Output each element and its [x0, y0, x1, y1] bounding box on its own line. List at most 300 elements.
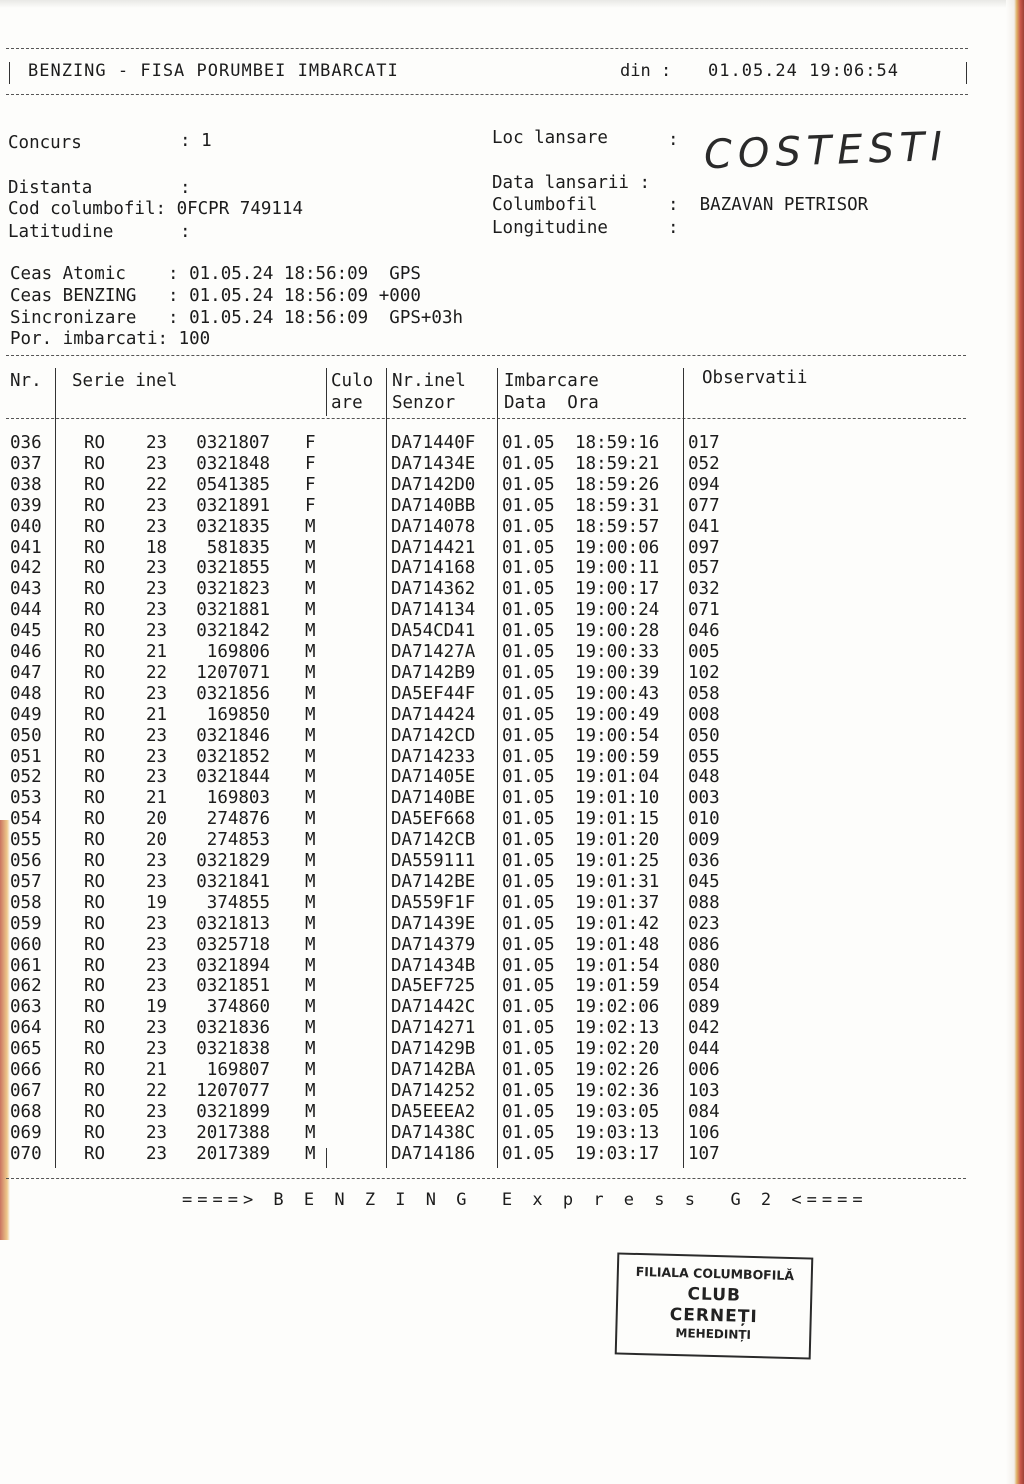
row-nr: 062	[10, 976, 42, 997]
row-serie: 274853	[206, 830, 270, 851]
row-country: RO	[84, 474, 106, 495]
row-time: 19:00:24	[575, 600, 660, 621]
row-time: 19:00:33	[575, 642, 660, 662]
row-country: RO	[84, 1039, 106, 1060]
row-date: 01.05	[502, 558, 555, 579]
row-sensor: DA5EF44F	[391, 683, 476, 704]
row-obs: 010	[688, 809, 720, 830]
row-time: 19:02:20	[575, 1039, 660, 1060]
row-nr: 056	[10, 851, 42, 871]
row-obs: 103	[688, 1080, 720, 1101]
row-sensor: DA7140BB	[391, 495, 476, 516]
loc-lansare-colon: :	[668, 130, 679, 150]
table-row	[0, 558, 1000, 579]
row-sensor: DA714421	[391, 537, 476, 558]
row-obs: 077	[688, 495, 720, 516]
row-country: RO	[84, 976, 106, 997]
row-obs: 046	[688, 621, 720, 642]
row-date: 01.05	[502, 830, 555, 851]
row-sex: M	[305, 558, 316, 579]
row-date: 01.05	[502, 537, 555, 558]
row-nr: 044	[10, 600, 42, 621]
row-year: 23	[146, 495, 168, 516]
row-nr: 052	[10, 767, 42, 788]
table-row	[0, 600, 1000, 621]
row-time: 19:01:15	[575, 809, 660, 830]
stamp-line-2: CLUB	[687, 1284, 742, 1306]
row-year: 23	[146, 976, 168, 997]
row-time: 19:00:59	[575, 746, 660, 767]
row-time: 19:02:13	[575, 1018, 660, 1039]
row-nr: 038	[10, 474, 42, 495]
row-time: 18:59:31	[575, 495, 660, 516]
stamp-line-4: MEHEDINȚI	[675, 1326, 752, 1342]
row-nr: 039	[10, 495, 42, 516]
row-sensor: DA5EF668	[391, 809, 476, 830]
row-time: 19:00:43	[575, 683, 660, 704]
table-row	[0, 851, 1000, 872]
row-date: 01.05	[502, 725, 555, 746]
longitudine-colon: :	[668, 218, 679, 238]
row-sensor: DA714233	[391, 746, 476, 767]
row-year: 23	[146, 600, 168, 621]
row-time: 19:01:31	[575, 871, 660, 892]
row-nr: 063	[10, 997, 42, 1018]
row-time: 19:01:37	[575, 892, 660, 913]
row-time: 19:01:10	[575, 788, 660, 809]
row-time: 19:02:06	[575, 997, 660, 1018]
row-time: 19:00:28	[575, 621, 660, 642]
row-date: 01.05	[502, 809, 555, 830]
data-lansarii-label: Data lansarii :	[492, 173, 651, 193]
row-sensor: DA714379	[391, 934, 476, 955]
table-border-bottom	[6, 1178, 966, 1179]
row-serie: 0321841	[196, 871, 270, 892]
loc-lansare-handwritten: COSTESTI	[703, 123, 949, 179]
row-nr: 036	[10, 433, 42, 453]
row-date: 01.05	[502, 642, 555, 662]
row-country: RO	[84, 600, 106, 621]
header-border-left	[9, 62, 10, 84]
row-nr: 069	[10, 1122, 42, 1143]
row-serie: 169807	[206, 1060, 270, 1080]
row-year: 23	[146, 1018, 168, 1039]
row-serie: 0321844	[196, 767, 270, 788]
row-sex: M	[305, 997, 316, 1018]
row-country: RO	[84, 683, 106, 704]
porumbei-imbarcati: Por. imbarcati: 100	[10, 329, 211, 349]
row-time: 19:01:25	[575, 851, 660, 871]
row-sex: M	[305, 851, 316, 871]
row-time: 19:03:05	[575, 1101, 660, 1122]
row-nr: 061	[10, 955, 42, 976]
latitudine-colon: :	[180, 222, 191, 242]
table-row	[0, 935, 1000, 956]
row-sex: M	[305, 767, 316, 788]
row-obs: 054	[688, 976, 720, 997]
row-year: 23	[146, 433, 168, 453]
table-row	[0, 496, 1000, 517]
row-date: 01.05	[502, 453, 555, 474]
report-din-label: din :	[620, 61, 672, 81]
row-sex: M	[305, 788, 316, 809]
row-country: RO	[84, 453, 106, 474]
row-country: RO	[84, 579, 106, 600]
row-serie: 274876	[206, 809, 270, 830]
row-date: 01.05	[502, 1101, 555, 1122]
table-row	[0, 1102, 1000, 1123]
row-time: 18:59:57	[575, 516, 660, 537]
row-time: 19:01:59	[575, 976, 660, 997]
row-year: 21	[146, 642, 168, 662]
row-year: 23	[146, 955, 168, 976]
distanta-label: Distanta	[8, 178, 93, 198]
row-country: RO	[84, 955, 106, 976]
row-sex: M	[305, 892, 316, 913]
paper-top-shadow	[0, 0, 1024, 8]
row-nr: 047	[10, 662, 42, 683]
row-obs: 084	[688, 1101, 720, 1122]
row-country: RO	[84, 621, 106, 642]
row-sensor: DA7142BA	[391, 1060, 476, 1080]
row-sex: F	[305, 433, 316, 453]
row-nr: 060	[10, 934, 42, 955]
table-row	[0, 726, 1000, 747]
row-sensor: DA714424	[391, 704, 476, 725]
report-title: BENZING - FISA PORUMBEI IMBARCATI	[28, 61, 399, 81]
row-serie: 2017388	[196, 1122, 270, 1143]
row-serie: 169806	[206, 642, 270, 662]
row-year: 23	[146, 767, 168, 788]
row-country: RO	[84, 1101, 106, 1122]
row-country: RO	[84, 746, 106, 767]
row-sensor: DA7142CD	[391, 725, 476, 746]
row-serie: 2017389	[196, 1143, 270, 1164]
row-serie: 0321852	[196, 746, 270, 767]
row-sex: M	[305, 1039, 316, 1060]
table-row	[0, 747, 1000, 768]
row-date: 01.05	[502, 495, 555, 516]
row-sex: M	[305, 955, 316, 976]
table-row	[0, 809, 1000, 830]
row-country: RO	[84, 830, 106, 851]
row-nr: 067	[10, 1080, 42, 1101]
table-row	[0, 788, 1000, 809]
row-sensor: DA714362	[391, 579, 476, 600]
row-obs: 089	[688, 997, 720, 1018]
row-country: RO	[84, 851, 106, 871]
row-year: 23	[146, 453, 168, 474]
row-serie: 0321823	[196, 579, 270, 600]
row-serie: 169850	[206, 704, 270, 725]
row-date: 01.05	[502, 1018, 555, 1039]
col-culoare-2: are	[331, 393, 363, 413]
row-date: 01.05	[502, 871, 555, 892]
row-year: 23	[146, 725, 168, 746]
row-sensor: DA7142BE	[391, 871, 476, 892]
row-time: 19:01:42	[575, 913, 660, 934]
row-serie: 581835	[206, 537, 270, 558]
row-year: 23	[146, 558, 168, 579]
row-sensor: DA71440F	[391, 433, 476, 453]
row-time: 19:00:17	[575, 579, 660, 600]
row-sensor: DA7142D0	[391, 474, 476, 495]
row-year: 23	[146, 1143, 168, 1164]
row-sex: F	[305, 453, 316, 474]
row-sex: M	[305, 1018, 316, 1039]
table-row	[0, 956, 1000, 977]
row-date: 01.05	[502, 955, 555, 976]
row-country: RO	[84, 642, 106, 662]
row-obs: 041	[688, 516, 720, 537]
sep-culoare-head	[326, 368, 327, 416]
table-row	[0, 767, 1000, 788]
row-time: 18:59:21	[575, 453, 660, 474]
header-border-bottom	[6, 94, 968, 95]
row-serie: 0321807	[196, 433, 270, 453]
row-sensor: DA714271	[391, 1018, 476, 1039]
row-time: 19:03:17	[575, 1143, 660, 1164]
row-year: 23	[146, 913, 168, 934]
ceas-atomic: Ceas Atomic : 01.05.24 18:56:09 GPS	[10, 264, 421, 284]
row-sex: M	[305, 516, 316, 537]
row-sensor: DA71442C	[391, 997, 476, 1018]
row-nr: 070	[10, 1143, 42, 1164]
header-border-right	[966, 62, 967, 84]
row-country: RO	[84, 704, 106, 725]
row-country: RO	[84, 495, 106, 516]
row-year: 21	[146, 1060, 168, 1080]
row-date: 01.05	[502, 1122, 555, 1143]
row-time: 19:02:36	[575, 1080, 660, 1101]
row-obs: 005	[688, 642, 720, 662]
row-country: RO	[84, 433, 106, 453]
distanta-colon: :	[180, 178, 191, 198]
row-country: RO	[84, 1060, 106, 1080]
row-obs: 102	[688, 662, 720, 683]
row-year: 20	[146, 830, 168, 851]
columbofil-label: Columbofil	[492, 195, 598, 215]
row-country: RO	[84, 662, 106, 683]
row-country: RO	[84, 767, 106, 788]
row-obs: 052	[688, 453, 720, 474]
row-serie: 0325718	[196, 934, 270, 955]
row-year: 23	[146, 1039, 168, 1060]
row-sensor: DA559111	[391, 851, 476, 871]
table-header-divider	[6, 418, 966, 419]
row-serie: 0321836	[196, 1018, 270, 1039]
table-row	[0, 475, 1000, 496]
row-nr: 042	[10, 558, 42, 579]
row-country: RO	[84, 788, 106, 809]
row-obs: 017	[688, 433, 720, 453]
row-date: 01.05	[502, 516, 555, 537]
row-serie: 0321856	[196, 683, 270, 704]
row-sensor: DA714186	[391, 1143, 476, 1164]
col-observatii: Observatii	[702, 368, 808, 388]
table-row	[0, 705, 1000, 726]
table-row	[0, 684, 1000, 705]
row-time: 19:00:49	[575, 704, 660, 725]
row-sensor: DA71434B	[391, 955, 476, 976]
concurs-label: Concurs	[8, 133, 82, 153]
row-nr: 049	[10, 704, 42, 725]
ceas-benzing: Ceas BENZING : 01.05.24 18:56:09 +000	[10, 286, 421, 306]
row-obs: 097	[688, 537, 720, 558]
row-obs: 006	[688, 1060, 720, 1080]
row-sensor: DA714134	[391, 600, 476, 621]
row-year: 23	[146, 516, 168, 537]
row-year: 22	[146, 662, 168, 683]
row-sensor: DA7142CB	[391, 830, 476, 851]
row-obs: 107	[688, 1143, 720, 1164]
row-nr: 068	[10, 1101, 42, 1122]
table-row	[0, 893, 1000, 914]
row-nr: 066	[10, 1060, 42, 1080]
row-sensor: DA714252	[391, 1080, 476, 1101]
row-sex: M	[305, 1080, 316, 1101]
row-date: 01.05	[502, 997, 555, 1018]
row-country: RO	[84, 725, 106, 746]
row-date: 01.05	[502, 704, 555, 725]
row-obs: 045	[688, 871, 720, 892]
row-year: 21	[146, 788, 168, 809]
paper-right-edge	[1006, 0, 1024, 1484]
header-border-top	[6, 48, 968, 49]
row-sensor: DA5EF725	[391, 976, 476, 997]
table-row	[0, 976, 1000, 997]
table-row	[0, 1039, 1000, 1060]
row-nr: 064	[10, 1018, 42, 1039]
latitudine-label: Latitudine	[8, 222, 114, 242]
row-nr: 055	[10, 830, 42, 851]
row-date: 01.05	[502, 1080, 555, 1101]
row-nr: 037	[10, 453, 42, 474]
row-time: 19:00:11	[575, 558, 660, 579]
row-time: 19:00:06	[575, 537, 660, 558]
row-time: 19:01:54	[575, 955, 660, 976]
row-sensor: DA71434E	[391, 453, 476, 474]
row-country: RO	[84, 892, 106, 913]
row-date: 01.05	[502, 1143, 555, 1164]
row-obs: 009	[688, 830, 720, 851]
row-year: 23	[146, 934, 168, 955]
row-serie: 0321899	[196, 1101, 270, 1122]
row-country: RO	[84, 997, 106, 1018]
row-year: 23	[146, 746, 168, 767]
row-nr: 045	[10, 621, 42, 642]
row-serie: 0321881	[196, 600, 270, 621]
row-nr: 040	[10, 516, 42, 537]
loc-lansare-label: Loc lansare	[492, 128, 608, 148]
row-country: RO	[84, 1080, 106, 1101]
row-serie: 0321891	[196, 495, 270, 516]
row-sex: M	[305, 537, 316, 558]
row-nr: 053	[10, 788, 42, 809]
row-time: 19:00:54	[575, 725, 660, 746]
row-time: 19:02:26	[575, 1060, 660, 1080]
row-year: 20	[146, 809, 168, 830]
row-sensor: DA71405E	[391, 767, 476, 788]
row-year: 23	[146, 851, 168, 871]
sincronizare: Sincronizare : 01.05.24 18:56:09 GPS+03h	[10, 308, 464, 328]
row-obs: 032	[688, 579, 720, 600]
table-row	[0, 1081, 1000, 1102]
row-sex: M	[305, 600, 316, 621]
col-nr-inel-1: Nr.inel	[392, 371, 466, 391]
row-country: RO	[84, 1122, 106, 1143]
row-country: RO	[84, 516, 106, 537]
columbofil-value: : BAZAVAN PETRISOR	[668, 195, 869, 215]
row-obs: 003	[688, 788, 720, 809]
row-sensor: DA559F1F	[391, 892, 476, 913]
row-obs: 057	[688, 558, 720, 579]
row-obs: 044	[688, 1039, 720, 1060]
row-country: RO	[84, 934, 106, 955]
row-date: 01.05	[502, 433, 555, 453]
row-sex: M	[305, 579, 316, 600]
row-year: 22	[146, 474, 168, 495]
row-nr: 054	[10, 809, 42, 830]
row-sex: M	[305, 642, 316, 662]
row-serie: 0541385	[196, 474, 270, 495]
table-row	[0, 1144, 1000, 1165]
row-date: 01.05	[502, 1039, 555, 1060]
table-row	[0, 433, 1000, 454]
row-sex: M	[305, 704, 316, 725]
row-sensor: DA714168	[391, 558, 476, 579]
row-obs: 008	[688, 704, 720, 725]
table-row	[0, 454, 1000, 475]
row-serie: 0321838	[196, 1039, 270, 1060]
footer-brand: ====> B E N Z I N G E x p r e s s G 2 <====	[182, 1190, 868, 1210]
row-year: 22	[146, 1080, 168, 1101]
table-row	[0, 579, 1000, 600]
row-sensor: DA71427A	[391, 642, 476, 662]
row-sex: M	[305, 809, 316, 830]
row-sex: F	[305, 474, 316, 495]
col-imbarcare-2: Data Ora	[504, 393, 599, 413]
row-serie: 374855	[206, 892, 270, 913]
row-sensor: DA5EEEA2	[391, 1101, 476, 1122]
row-sensor: DA714078	[391, 516, 476, 537]
col-culoare-1: Culo	[331, 371, 374, 391]
row-sensor: DA71438C	[391, 1122, 476, 1143]
row-sex: F	[305, 495, 316, 516]
table-row	[0, 517, 1000, 538]
row-nr: 057	[10, 871, 42, 892]
row-serie: 0321855	[196, 558, 270, 579]
row-sex: M	[305, 976, 316, 997]
row-time: 19:03:13	[575, 1122, 660, 1143]
row-sex: M	[305, 934, 316, 955]
row-country: RO	[84, 809, 106, 830]
row-nr: 059	[10, 913, 42, 934]
row-time: 18:59:26	[575, 474, 660, 495]
table-row	[0, 1123, 1000, 1144]
row-year: 23	[146, 579, 168, 600]
row-sex: M	[305, 1143, 316, 1164]
table-row	[0, 621, 1000, 642]
row-sensor: DA71439E	[391, 913, 476, 934]
row-country: RO	[84, 558, 106, 579]
table-row	[0, 872, 1000, 893]
row-year: 18	[146, 537, 168, 558]
row-sex: M	[305, 1101, 316, 1122]
row-obs: 086	[688, 934, 720, 955]
col-nr: Nr.	[10, 371, 42, 391]
report-datetime: 01.05.24 19:06:54	[708, 61, 899, 81]
